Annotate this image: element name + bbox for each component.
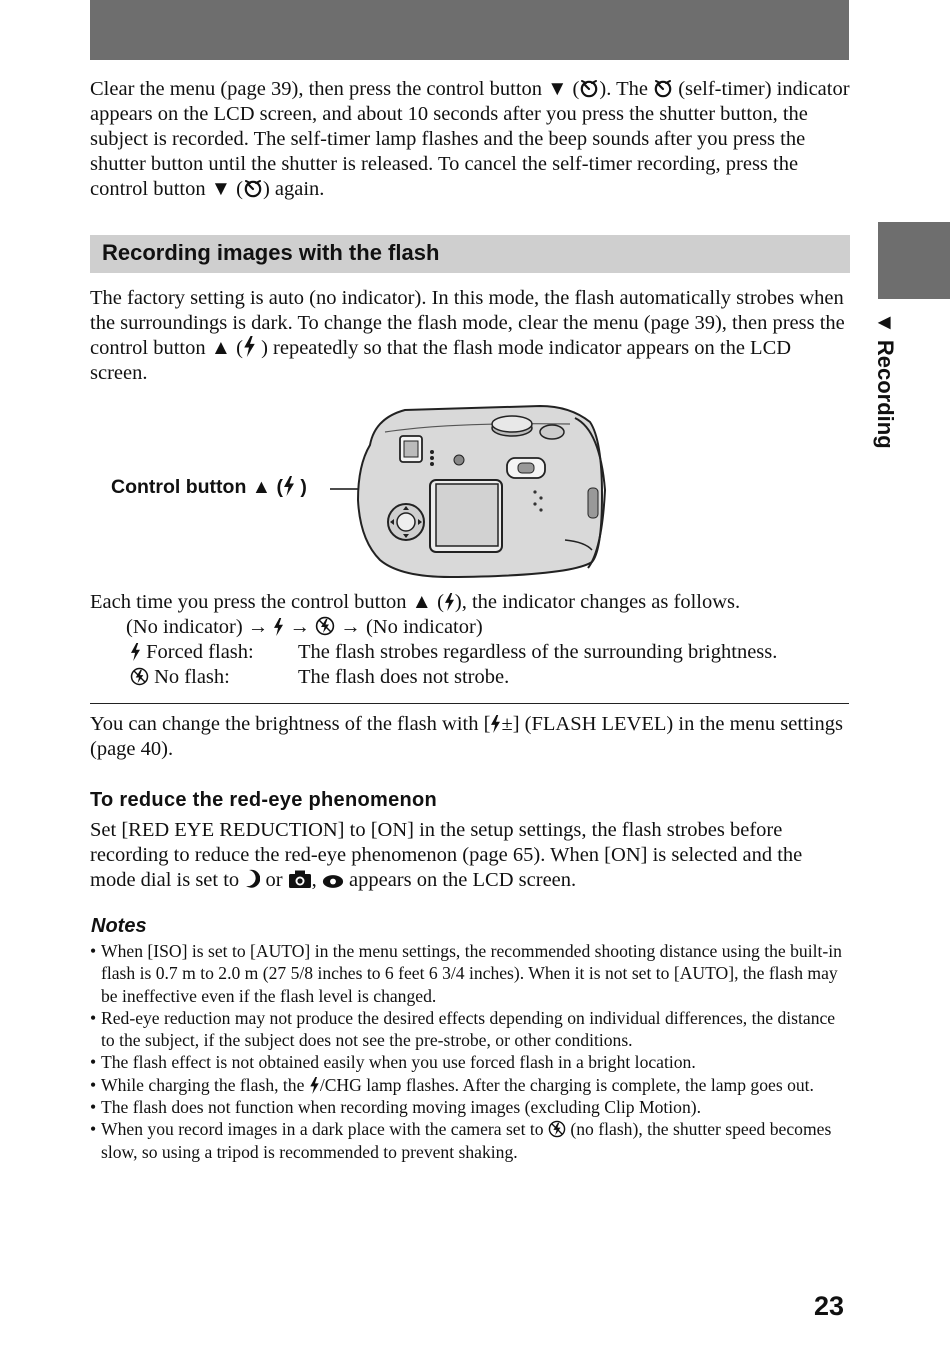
section-title: Recording images with the flash <box>102 240 440 265</box>
note-item: • When [ISO] is set to [AUTO] in the menu settings, the recommended shooting distance using the built-in flash is 0.7 m to 2.0 m (27 5/8 inches to 6 feet 6 3/4 inches). When it is not set to [AUTO], the flash may be ineffective even if the flash level is changed. <box>90 940 850 1007</box>
note-item <box>90 1074 850 1096</box>
forced-flash-label: Forced flash: <box>146 641 254 663</box>
no-flash-row <box>130 665 230 690</box>
chapter-label <box>872 312 902 462</box>
control-button-label-text: Control button ▲ ( <box>111 476 283 498</box>
notes-list <box>90 940 850 1163</box>
no-flash-icon <box>548 1120 566 1138</box>
no-flash-label: No flash: <box>154 666 230 688</box>
red-eye-text-4: appears on the LCD screen. <box>349 869 577 891</box>
intro-text-2: ). The <box>599 78 654 100</box>
camera-mode-icon <box>288 869 312 889</box>
twilight-mode-icon <box>244 869 260 889</box>
cycle-lead-text-2: ), the indicator changes as follows. <box>454 591 741 613</box>
arrow-icon: → <box>340 616 361 638</box>
self-timer-icon <box>579 78 599 98</box>
forced-flash-row <box>130 640 254 665</box>
no-flash-desc: The flash does not strobe. <box>298 666 510 688</box>
camera-body <box>358 406 605 577</box>
header-bar <box>90 0 849 60</box>
flash-paragraph <box>90 286 850 386</box>
self-timer-icon <box>653 78 673 98</box>
section-header <box>90 235 850 273</box>
note-item <box>90 1118 850 1163</box>
intro-text-3: (self-timer) indicator appears on the LCD screen, and about 10 seconds after you press the shutter button, the subject is recorded. The self-timer lamp flashes and the beep sounds after you press the shutter button until the shutter is released. To cancel the self-timer recording, press the control button ▼ ( <box>90 78 850 200</box>
note-text: /CHG lamp flashes. After the charging is complete, the lamp goes out. <box>319 1074 814 1095</box>
camera-illustration <box>330 400 615 582</box>
cycle-lead-text-1: Each time you press the control button ▲ ( <box>90 591 444 613</box>
no-flash-icon <box>130 667 149 686</box>
red-eye-text-3: , <box>311 869 317 891</box>
flash-text-2: ) repeatedly so that the flash mode indicator appears on the LCD screen. <box>90 337 792 384</box>
flash-icon <box>243 336 256 357</box>
control-button-label-close: ) <box>300 476 307 498</box>
red-eye-text-2: or <box>265 869 283 891</box>
note-item: • The flash effect is not obtained easily when you use forced flash in a bright location. <box>90 1051 850 1073</box>
page-number: 23 <box>814 1291 845 1321</box>
red-eye-paragraph <box>90 818 850 893</box>
flash-icon <box>490 715 501 733</box>
intro-text-1: Clear the menu (page 39), then press the control button ▼ ( <box>90 78 580 100</box>
red-eye-heading: To reduce the red-eye phenomenon <box>90 789 438 811</box>
flash-text-1: The factory setting is auto (no indicator). In this mode, the flash automatically strobes when the surroundings is dark. To change the flash mode, clear the menu (page 39), then press the control button ▲ ( <box>90 287 845 359</box>
note-item: • The flash does not function when recording moving images (excluding Clip Motion). <box>90 1096 850 1118</box>
cycle-lead <box>90 590 740 615</box>
red-eye-text-1: Set [RED EYE REDUCTION] to [ON] in the setup settings, the flash strobes before recording to reduce the red-eye phenomenon (page 65). When [ON] is selected and the mode dial is set to <box>90 819 803 891</box>
red-eye-icon <box>322 874 344 889</box>
flash-level-paragraph <box>90 712 850 762</box>
flash-icon <box>130 643 141 661</box>
note-text: (no flash), the shutter speed becomes slow, so using a tripod is recommended to prevent shaking. <box>101 1119 832 1162</box>
cycle-sequence <box>126 615 483 640</box>
divider <box>90 703 849 704</box>
self-timer-icon <box>243 178 263 198</box>
flash-icon <box>273 618 284 636</box>
no-flash-icon <box>315 616 335 636</box>
forced-flash-desc: The flash strobes regardless of the surrounding brightness. <box>298 641 778 663</box>
cycle-start: (No indicator) <box>126 616 243 638</box>
note-item: • Red-eye reduction may not produce the desired effects depending on individual differences, the distance to the subject, if the subject does not see the pre-strobe, or other conditions. <box>90 1007 850 1052</box>
note-text: While charging the flash, the <box>101 1074 305 1095</box>
control-button-label <box>111 475 307 499</box>
note-text: When you record images in a dark place with the camera set to <box>101 1119 544 1140</box>
arrow-icon: → <box>289 616 311 638</box>
flash-icon <box>283 476 295 496</box>
intro-paragraph <box>90 77 850 202</box>
notes-heading: Notes <box>91 915 147 937</box>
arrow-icon: → <box>247 616 269 638</box>
chapter-tab <box>878 222 950 299</box>
flash-level-text-2: ±] (FLASH LEVEL) in the menu settings (page 40). <box>90 713 843 760</box>
flash-icon <box>444 593 455 611</box>
flash-icon <box>309 1077 320 1094</box>
flash-level-text-1: You can change the brightness of the flash with [ <box>90 713 491 735</box>
chapter-label-text: ▼ Recording <box>873 312 898 449</box>
intro-text-4: ) again. <box>262 178 325 200</box>
cycle-end: (No indicator) <box>365 616 483 638</box>
